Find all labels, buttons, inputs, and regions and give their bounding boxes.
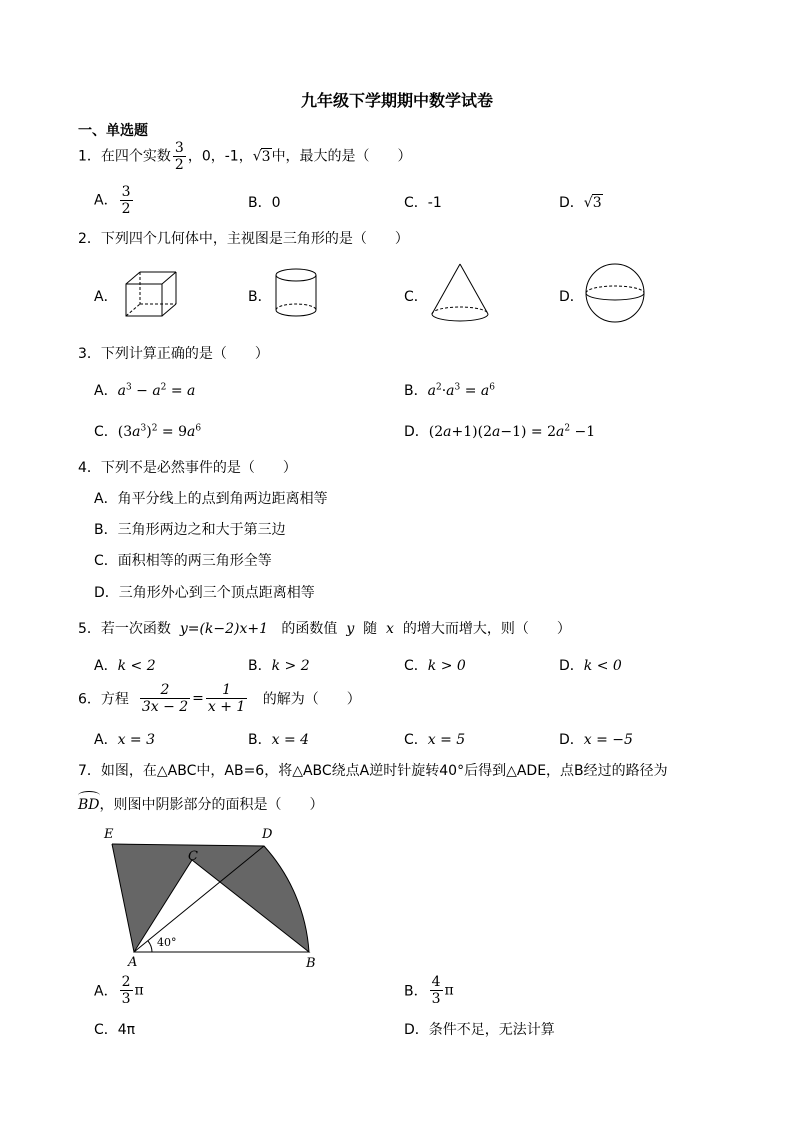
label-d: D	[262, 827, 273, 842]
q6-fraction-right: $\frac{1}{x + 1}$	[207, 682, 246, 715]
q1-text-b: ，0，-1，	[187, 148, 253, 165]
label-e: E	[104, 827, 114, 842]
q4-option-b: B．三角形两边之和大于第三边	[94, 522, 286, 538]
question-1-stem: 1．在四个实数 $\frac{3}{2}$ ，0，-1，√3中，最大的是（ ）	[78, 140, 412, 173]
q6-option-a: A．x = 3	[94, 732, 156, 748]
q3-option-a: A．$a^3 - a^2 = a$	[94, 382, 196, 399]
q1-text-a: 1．在四个实数	[78, 148, 171, 165]
q1-a-den: 2	[121, 201, 131, 217]
q1-frac-num: 3	[174, 140, 184, 156]
q6-option-d: D．x = −5	[559, 732, 633, 748]
q4-option-c: C．面积相等的两三角形全等	[94, 553, 272, 569]
q6-fraction-left: $\frac{2}{3x - 2}$	[141, 682, 189, 715]
q7-arc-bd: BD	[78, 797, 100, 813]
q6-option-c: C．x = 5	[404, 732, 466, 748]
cylinder-icon	[272, 266, 320, 320]
q2-option-d: D．	[559, 289, 584, 305]
cube-icon	[122, 268, 180, 320]
q3-option-c: C．$(3a^3)^2 = 9a^6$	[94, 423, 202, 440]
q5-option-c: C．k > 0	[404, 658, 466, 674]
q1-option-c: C．-1	[404, 195, 442, 211]
label-a: A	[128, 955, 138, 970]
question-5-stem: 5．若一次函数 y=(k−2)x+1 的函数值 y 随 x 的增大而增大，则（ ）	[78, 621, 571, 637]
q5-option-b: B．k > 2	[248, 658, 310, 674]
q7-rotation-figure	[92, 824, 324, 974]
q1-option-b: B．0	[248, 195, 281, 211]
q1-frac-den: 2	[174, 157, 184, 173]
q6-option-b: B．x = 4	[248, 732, 310, 748]
question-4-stem: 4．下列不是必然事件的是（ ）	[78, 460, 297, 476]
q1-sqrt: 3	[261, 148, 271, 165]
page-title: 九年级下学期期中数学试卷	[300, 91, 493, 110]
q1-fraction	[173, 140, 186, 173]
q1-option-a: A． $\frac{3}{2}$	[94, 184, 131, 217]
q1-option-d: D．√3	[559, 195, 602, 211]
q4-option-d: D．三角形外心到三个顶点距离相等	[94, 585, 315, 601]
q1-d-sqrt: 3	[592, 195, 602, 211]
q7-option-a: A． $\frac{2}{3}$ π	[94, 974, 144, 1007]
q5-option-a: A．k < 2	[94, 658, 156, 674]
q1-text-c: 中，最大的是（ ）	[271, 148, 412, 165]
question-3-stem: 3．下列计算正确的是（ ）	[78, 346, 269, 362]
q5-option-d: D．k < 0	[559, 658, 622, 674]
question-2-stem: 2．下列四个几何体中，主视图是三角形的是（ ）	[78, 231, 409, 247]
q4-option-a: A．角平分线上的点到角两边距离相等	[94, 491, 328, 507]
q3-option-b: B．$a^2\cdot a^3 = a^6$	[404, 382, 495, 399]
question-7-stem-line1: 7．如图，在△ABC中，AB=6，将△ABC绕点A逆时针旋转40°后得到△ADE，点B经过的路径为	[78, 763, 668, 779]
q2-option-c: C．	[404, 289, 428, 305]
q7-option-c: C．4π	[94, 1022, 136, 1038]
question-6-stem: 6．方程 $\frac{2}{3x - 2}$ = $\frac{1}{x + 1}$ 的解为（ ）	[78, 682, 361, 715]
q1-a-num: 3	[121, 184, 131, 200]
q7-option-d: D．条件不足，无法计算	[404, 1022, 555, 1038]
q2-option-a: A．	[94, 289, 118, 305]
section-heading: 一、单选题	[78, 123, 148, 139]
label-b: B	[306, 956, 316, 971]
q5-expression: y=(k−2)x+1	[179, 621, 269, 637]
label-c: C	[188, 849, 198, 864]
q3-option-d: D．$(2a+1)(2a-1) = 2a^2 -1$	[404, 423, 596, 440]
question-7-stem-line2: BD，则图中阴影部分的面积是（ ）	[78, 794, 324, 814]
label-angle: 40°	[157, 936, 177, 949]
q7-option-b: B． $\frac{4}{3}$ π	[404, 974, 454, 1007]
q2-option-b: B．	[248, 289, 272, 305]
cone-icon	[428, 262, 492, 326]
sphere-icon	[584, 262, 646, 324]
